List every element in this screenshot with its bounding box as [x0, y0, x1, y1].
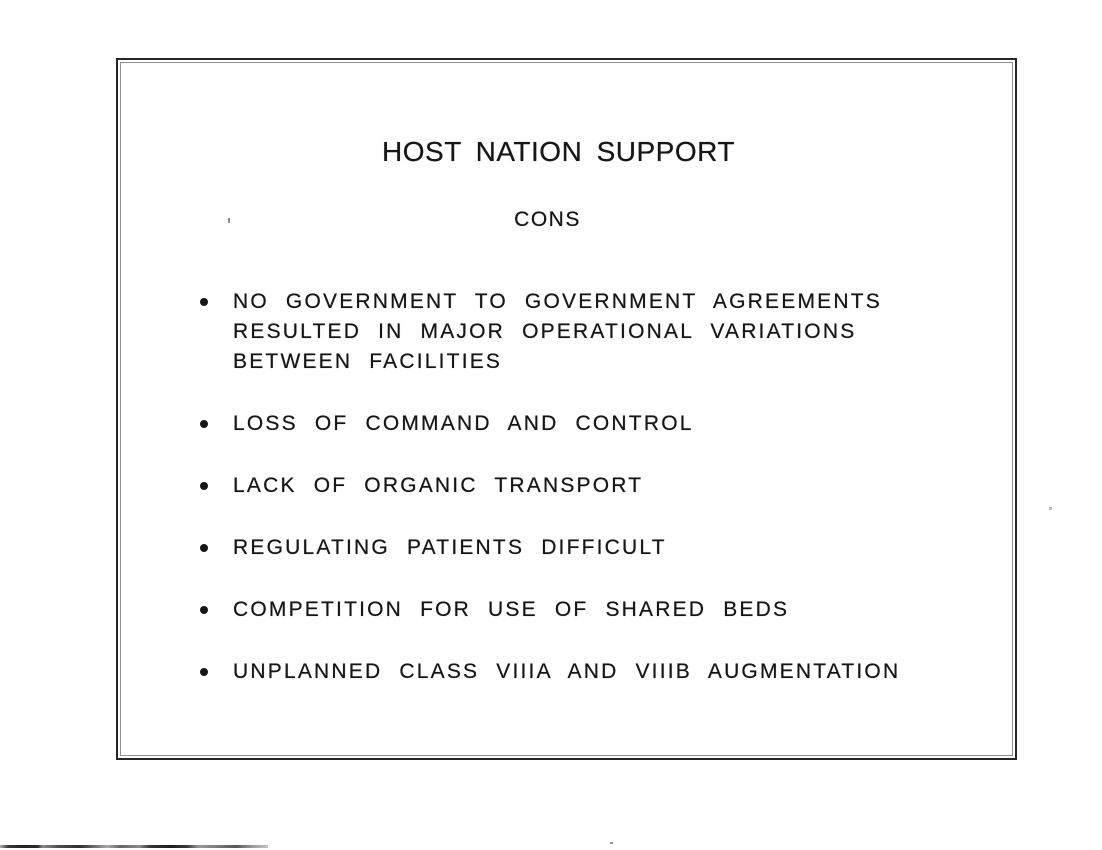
- bullet-text: UNPLANNED CLASS VIIIA AND VIIIB AUGMENTATION: [233, 660, 901, 683]
- bullet-list: [200, 287, 943, 719]
- bullet-icon: [200, 482, 208, 490]
- bullet-item: [200, 471, 943, 501]
- bullet-icon: [200, 420, 208, 428]
- slide-subtitle: CONS: [514, 208, 581, 231]
- bullet-text: LACK OF ORGANIC TRANSPORT: [233, 474, 644, 497]
- bullet-text: REGULATING PATIENTS DIFFICULT: [233, 536, 667, 559]
- bullet-item: [200, 287, 943, 377]
- bullet-item: [200, 595, 943, 625]
- bullet-item: [200, 533, 943, 563]
- bullet-text: LOSS OF COMMAND AND CONTROL: [233, 412, 694, 435]
- scan-speck: [1049, 507, 1052, 510]
- slide-border-frame: [116, 58, 1017, 760]
- bullet-icon: [200, 606, 208, 614]
- scan-speck: [228, 218, 230, 223]
- scan-artifact-line: [0, 845, 268, 848]
- scan-speck: [610, 842, 613, 844]
- bullet-item: [200, 657, 943, 687]
- bullet-icon: [200, 668, 208, 676]
- slide-title: HOST NATION SUPPORT: [382, 136, 735, 167]
- bullet-icon: [200, 298, 208, 306]
- bullet-text: NO GOVERNMENT TO GOVERNMENT AGREEMENTS RESULTED IN MAJOR OPERATIONAL VARIATIONS BETWEEN FACILITIES: [233, 290, 882, 373]
- bullet-item: [200, 409, 943, 439]
- bullet-text: COMPETITION FOR USE OF SHARED BEDS: [233, 598, 790, 621]
- bullet-icon: [200, 544, 208, 552]
